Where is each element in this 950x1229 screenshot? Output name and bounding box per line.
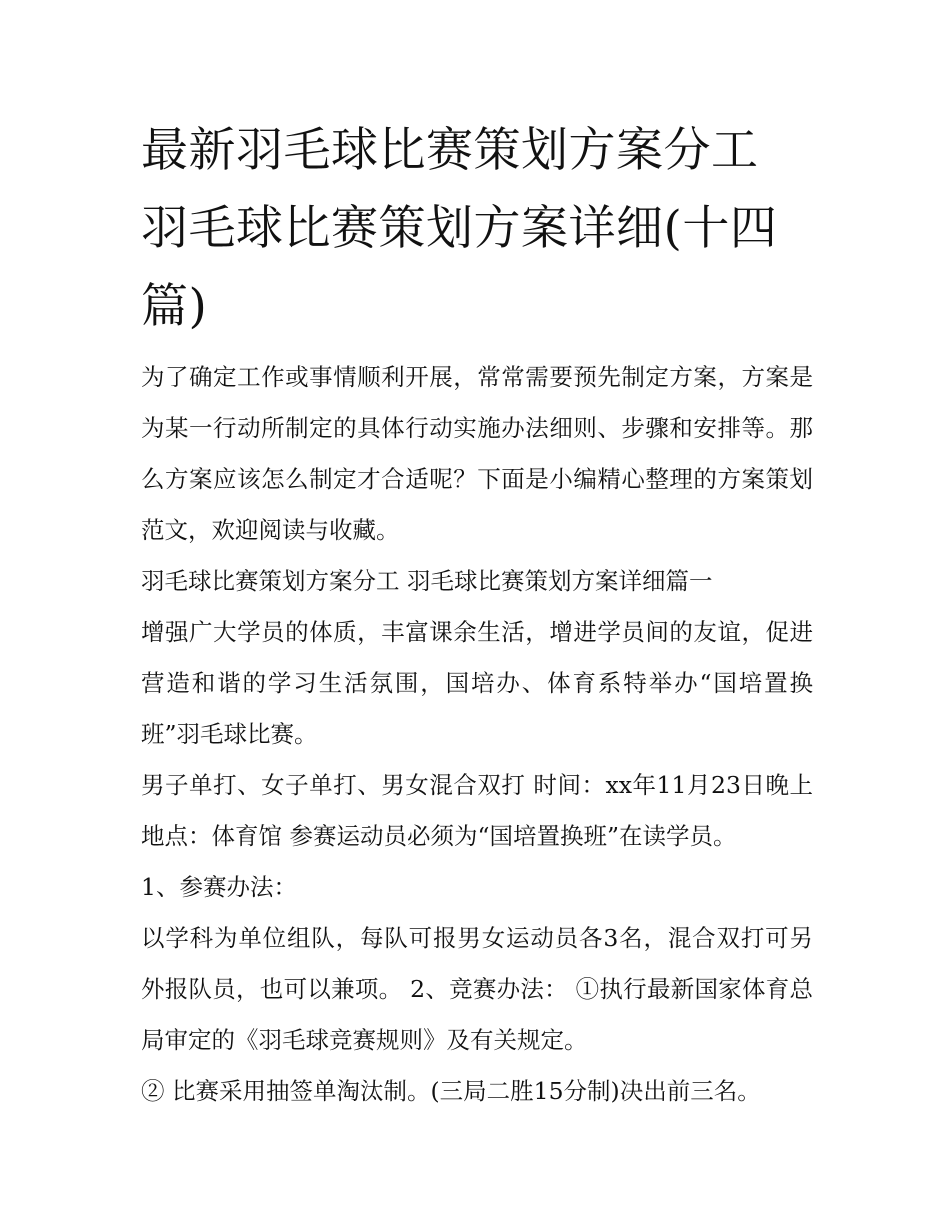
- document-body: [141, 112, 813, 1117]
- paragraph-events-time-place: 男子单打、女子单打、男女混合双打 时间：xx年11月23日晚上 地点：体育馆 参赛运动员必须为“国培置换班”在读学员。: [141, 771, 813, 850]
- document-title: 最新羽毛球比赛策划方案分工 羽毛球比赛策划方案详细(十四篇): [141, 123, 778, 334]
- paragraph-section-heading: 羽毛球比赛策划方案分工 羽毛球比赛策划方案详细篇一: [141, 567, 713, 595]
- paragraph-entry-method-heading: 1、参赛办法：: [141, 873, 297, 901]
- paragraph-intro: 为了确定工作或事情顺利开展，常常需要预先制定方案，方案是为某一行动所制定的具体行动实施办法细则、步骤和安排等。那么方案应该怎么制定才合适呢？下面是小编精心整理的方案策划范文，欢迎阅读与收藏。: [141, 363, 813, 544]
- paragraph-entry-method: 以学科为单位组队，每队可报男女运动员各3名，混合双打可另外报队员，也可以兼项。 2、竞赛办法： ①执行最新国家体育总局审定的《羽毛球竞赛规则》及有关规定。: [141, 924, 813, 1054]
- paragraph-competition-format: ② 比赛采用抽签单淘汰制。(三局二胜15分制)决出前三名。: [141, 1077, 761, 1105]
- paragraph-purpose: 增强广大学员的体质，丰富课余生活，增进学员间的友谊，促进营造和谐的学习生活氛围，国培办、体育系特举办“国培置换班”羽毛球比赛。: [141, 618, 813, 748]
